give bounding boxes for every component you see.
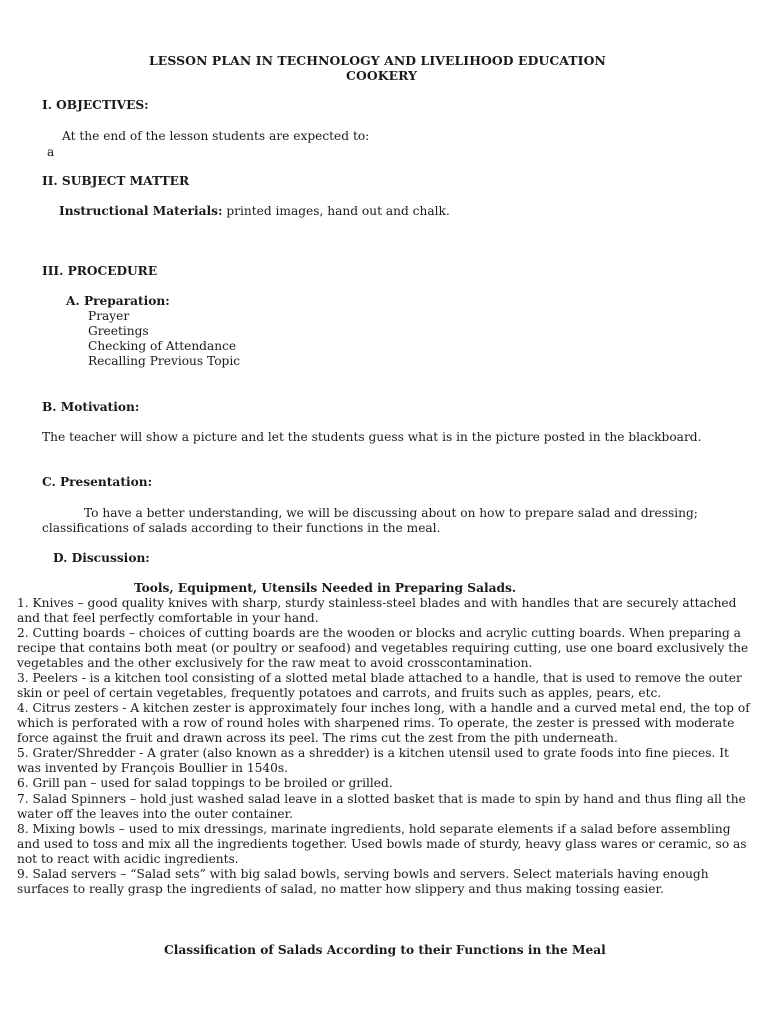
tools-text-line: force against the fruit and drawn across its peel. The rims cut the zest from the pith underneath.: [17, 731, 618, 745]
document-title-line2: COOKERY: [346, 68, 418, 83]
preparation-item: Greetings: [88, 324, 149, 338]
tools-text-line: and used to toss and mix all the ingredients together. Used bowls made of sturdy, heavy glass wares or ceramic, so as: [17, 837, 747, 851]
tools-heading: Tools, Equipment, Utensils Needed in Preparing Salads.: [134, 581, 517, 595]
presentation-text-line2: classifications of salads according to their functions in the meal.: [42, 521, 441, 535]
instructional-materials-value: printed images, hand out and chalk.: [222, 204, 450, 218]
tools-text-line: 4. Citrus zesters - A kitchen zester is approximately four inches long, with a handle and a curved metal end, the top of: [17, 701, 750, 715]
tools-text-line: 3. Peelers - is a kitchen tool consisting of a slotted metal blade attached to a handle, that is used to remove the outer: [17, 671, 742, 685]
tools-text-line: 9. Salad servers – “Salad sets” with big salad bowls, serving bowls and servers. Select materials having enough: [17, 867, 709, 881]
discussion-heading: D. Discussion:: [53, 551, 150, 565]
tools-text-line: 7. Salad Spinners – hold just washed salad leave in a slotted basket that is made to spin by hand and thus fling all the: [17, 792, 746, 806]
tools-text-line: surfaces to really grasp the ingredients of salad, no matter how slippery and thus making tossing easier.: [17, 882, 664, 896]
objectives-heading: I. OBJECTIVES:: [42, 98, 149, 112]
tools-text-line: not to react with acidic ingredients.: [17, 852, 239, 866]
motivation-heading: B. Motivation:: [42, 400, 140, 414]
tools-text-line: 2. Cutting boards – choices of cutting boards are the wooden or blocks and acrylic cutting boards. When preparing a: [17, 626, 741, 640]
procedure-heading: III. PROCEDURE: [42, 264, 158, 278]
presentation-text-line1: To have a better understanding, we will be discussing about on how to prepare salad and dressing;: [84, 506, 698, 520]
tools-text-line: 8. Mixing bowls – used to mix dressings, marinate ingredients, hold separate elements if a salad before assembling: [17, 822, 731, 836]
tools-text-line: recipe that contains both meat (or poultry or seafood) and vegetables requiring cutting, use one board exclusively the: [17, 641, 749, 655]
tools-text-line: and that feel perfectly comfortable in your hand.: [17, 611, 319, 625]
tools-text-line: skin or peel of certain vegetables, frequently potatoes and carrots, and fruits such as apples, pears, etc.: [17, 686, 662, 700]
document-title-line1: LESSON PLAN IN TECHNOLOGY AND LIVELIHOOD EDUCATION: [149, 53, 606, 68]
tools-text-line: which is perforated with a row of round holes with sharpened rims. To operate, the zester is pressed with moderate: [17, 716, 735, 730]
tools-text-line: vegetables and the other exclusively for the raw meat to avoid crosscontamination.: [17, 656, 533, 670]
subject-matter-heading: II. SUBJECT MATTER: [42, 174, 190, 188]
tools-text-line: 6. Grill pan – used for salad toppings to be broiled or grilled.: [17, 776, 393, 790]
tools-text-line: water off the leaves into the outer container.: [17, 807, 293, 821]
objectives-intro: At the end of the lesson students are expected to:: [62, 129, 370, 143]
preparation-item: Checking of Attendance: [88, 339, 237, 353]
preparation-heading: A. Preparation:: [66, 294, 170, 308]
tools-text-line: was invented by François Boullier in 1540s.: [17, 761, 288, 775]
classification-heading: Classification of Salads According to their Functions in the Meal: [164, 943, 606, 957]
preparation-item: Prayer: [88, 309, 130, 323]
presentation-heading: C. Presentation:: [42, 475, 153, 489]
motivation-text: The teacher will show a picture and let the students guess what is in the picture posted in the blackboard.: [42, 430, 702, 444]
tools-text-line: 1. Knives – good quality knives with sharp, sturdy stainless-steel blades and with handles that are securely attached: [17, 596, 737, 610]
preparation-item: Recalling Previous Topic: [88, 354, 241, 368]
instructional-materials-line: [59, 204, 450, 219]
tools-text-line: 5. Grater/Shredder - A grater (also known as a shredder) is a kitchen utensil used to grate foods into fine pieces. It: [17, 746, 729, 760]
instructional-materials-label: Instructional Materials:: [59, 204, 223, 218]
objective-item-a: a: [47, 145, 55, 159]
